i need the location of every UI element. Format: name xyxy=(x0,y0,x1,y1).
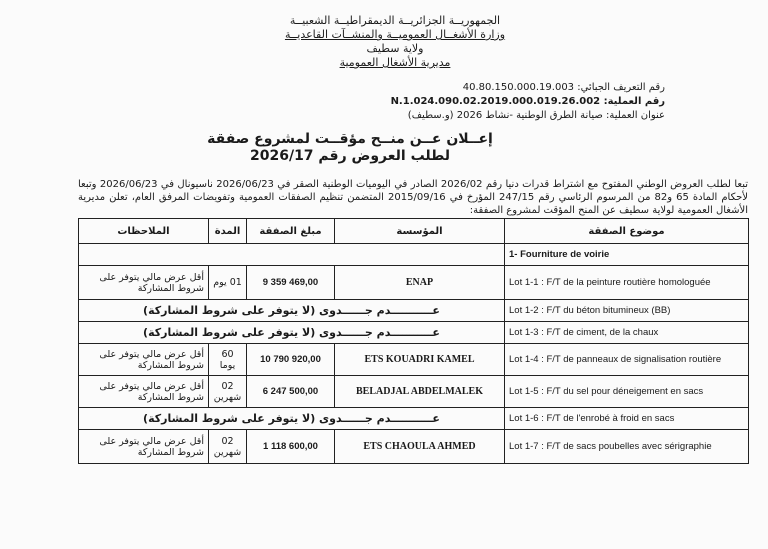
row-company: ENAP xyxy=(335,266,505,300)
notice-title-line1: إعــلان عــن منــح مؤقــت لمشروع صفقة xyxy=(207,131,493,147)
letterhead xyxy=(250,14,540,70)
table-row xyxy=(79,266,749,300)
header-notes: الملاحظات xyxy=(79,219,209,244)
operation-number: رقم العملية: N.1.024.090.02.2019.000.019.26.002 xyxy=(390,96,665,107)
row-duration: 60 يوما xyxy=(209,344,247,376)
table-row xyxy=(79,300,749,322)
row-subject: Lot 1-7 : F/T de sacs poubelles avec sérigraphie xyxy=(505,430,749,464)
section-title: 1- Fourniture de voirie xyxy=(505,244,749,266)
row-company: BELADJAL ABDELMALEK xyxy=(335,376,505,408)
row-subject: Lot 1-6 : F/T de l'enrobé à froid en sacs xyxy=(505,408,749,430)
tax-id: رقم التعريف الجبائي: 40.80.150.000.19.003 xyxy=(462,82,665,93)
header-amount: مبلغ الصفقة xyxy=(247,219,335,244)
intro-paragraph: تبعا لطلب العروض الوطني المفتوح مع اشتراط قدرات دنيا رقم 2026/02 الصادر في اليوميات الوطنية الصقر في 2026/06/23 ناسيونال في 2026/06/23 وتبعا لأحكام المادة 65 و82 من المرسوم الرئاسي رقم 247/15 المؤرخ في 2015/09/16 المتضمن تنظيم الصفقات العمومية وتفويضات المرفق العام، تعلن مديرية الأشغال العمومية لولاية سطيف عن المنح المؤقت لمشروع الصفقة: xyxy=(78,179,749,216)
table-row xyxy=(79,430,749,464)
table-row xyxy=(79,408,749,430)
notice-title-line2: لطلب العروض رقم 2026/17 xyxy=(249,148,451,164)
row-notes: أقل عرض مالي يتوفر على شروط المشاركة xyxy=(79,266,209,300)
infructueux-note: عـــــــــــدم جــــــدوى (لا يتوفر على شروط المشاركة) xyxy=(79,300,505,322)
table-row xyxy=(79,322,749,344)
republic-name: الجمهوريــة الجزائريــة الديمقراطيــة الشعبيــة xyxy=(289,14,501,27)
directorate-name: مديرية الأشغال العمومية xyxy=(339,56,451,69)
row-duration: 02 شهرين xyxy=(209,430,247,464)
row-amount: 10 790 920,00 xyxy=(247,344,335,376)
wilaya-name: ولاية سطيف xyxy=(366,42,424,55)
row-amount: 9 359 469,00 xyxy=(247,266,335,300)
row-amount: 1 118 600,00 xyxy=(247,430,335,464)
row-subject: Lot 1-4 : F/T de panneaux de signalisation routière xyxy=(505,344,749,376)
row-duration: 02 شهرين xyxy=(209,376,247,408)
header-duration: المدة xyxy=(209,219,247,244)
row-duration: 01 يوم xyxy=(209,266,247,300)
row-subject: Lot 1-1 : F/T de la peinture routière homologuée xyxy=(505,266,749,300)
section-row xyxy=(79,244,749,266)
row-notes: أقل عرض مالي يتوفر على شروط المشاركة xyxy=(79,376,209,408)
table-row xyxy=(79,344,749,376)
header-subject: موضوع الصفقة xyxy=(505,219,749,244)
table-header-row xyxy=(79,219,749,244)
row-subject: Lot 1-5 : F/T du sel pour déneigement en sacs xyxy=(505,376,749,408)
header-company: المؤسسة xyxy=(335,219,505,244)
row-subject: Lot 1-3 : F/T de ciment, de la chaux xyxy=(505,322,749,344)
row-company: ETS KOUADRI KAMEL xyxy=(335,344,505,376)
row-amount: 6 247 500,00 xyxy=(247,376,335,408)
row-notes: أقل عرض مالي يتوفر على شروط المشاركة xyxy=(79,344,209,376)
notice-title xyxy=(150,131,550,165)
ministry-name: وزارة الأشغــال العموميــة والمنشــآت القاعديــة xyxy=(284,28,506,41)
row-notes: أقل عرض مالي يتوفر على شروط المشاركة xyxy=(79,430,209,464)
table-row xyxy=(79,376,749,408)
row-subject: Lot 1-2 : F/T du béton bitumineux (BB) xyxy=(505,300,749,322)
infructueux-note: عـــــــــــدم جــــــدوى (لا يتوفر على شروط المشاركة) xyxy=(79,408,505,430)
operation-title: عنوان العملية: صيانة الطرق الوطنية -نشاط 2026 (و.سطيف) xyxy=(407,110,665,121)
award-table xyxy=(78,218,749,464)
row-company: ETS CHAOULA AHMED xyxy=(335,430,505,464)
infructueux-note: عـــــــــــدم جــــــدوى (لا يتوفر على شروط المشاركة) xyxy=(79,322,505,344)
